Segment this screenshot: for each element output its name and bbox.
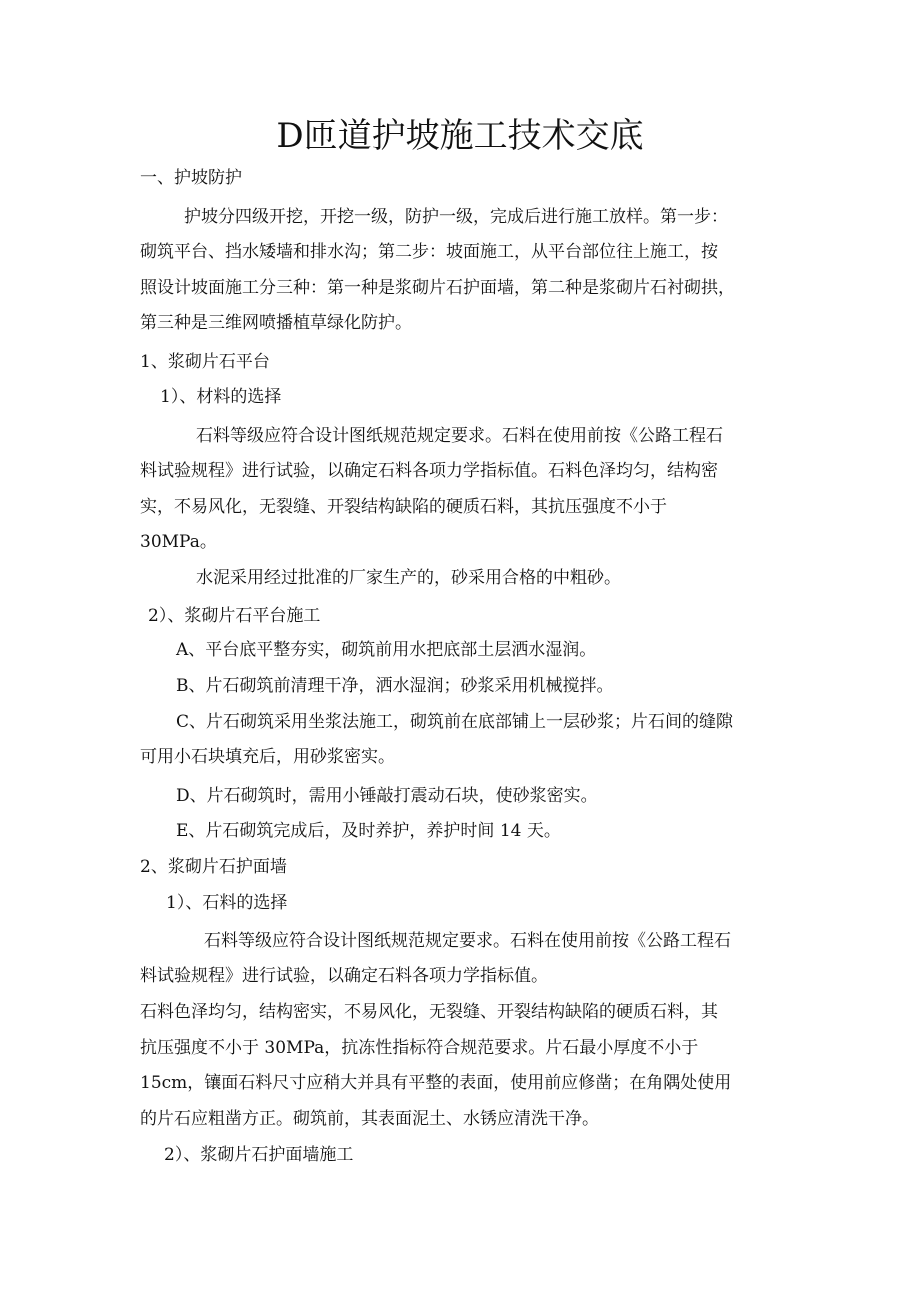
paragraph-line: 料试验规程》进行试验，以确定石料各项力学指标值。石料色泽均匀，结构密 (140, 461, 718, 481)
paragraph-line: 第三种是三维网喷播植草绿化防护。 (140, 313, 412, 333)
paragraph-line: 料试验规程》进行试验，以确定石料各项力学指标值。 (140, 966, 548, 986)
subsection-heading: 1）、石料的选择 (166, 893, 288, 913)
paragraph-line: 15cm，镶面石料尺寸应稍大并具有平整的表面，使用前应修凿；在角隅处使用 (140, 1073, 732, 1093)
paragraph-line: 照设计坡面施工分三种：第一种是浆砌片石护面墙，第二种是浆砌片石衬砌拱， (140, 278, 735, 298)
list-item: C、片石砌筑采用坐浆法施工，砌筑前在底部铺上一层砂浆；片石间的缝隙 (176, 712, 734, 732)
list-item: D、片石砌筑时，需用小锤敲打震动石块，使砂浆密实。 (176, 786, 598, 806)
subsection-heading: 2）、浆砌片石护面墙施工 (164, 1145, 354, 1165)
paragraph-line: 砌筑平台、挡水矮墙和排水沟；第二步：坡面施工，从平台部位往上施工，按 (140, 242, 718, 262)
section-heading-platform: 1、浆砌片石平台 (140, 352, 270, 372)
paragraph-line: 护坡分四级开挖，开挖一级，防护一级，完成后进行施工放样。第一步： (184, 207, 728, 227)
document-title: D匝道护坡施工技术交底 (276, 116, 644, 156)
paragraph-line: 石料等级应符合设计图纸规范规定要求。石料在使用前按《公路工程石 (204, 931, 731, 951)
paragraph-line: 石料等级应符合设计图纸规范规定要求。石料在使用前按《公路工程石 (196, 426, 723, 446)
paragraph-line: 实，不易风化，无裂缝、开裂结构缺陷的硬质石料，其抗压强度不小于 (140, 497, 667, 517)
list-item: B、片石砌筑前清理干净，洒水湿润；砂浆采用机械搅拌。 (176, 676, 614, 696)
subsection-heading: 1）、材料的选择 (160, 387, 282, 407)
subsection-heading: 2）、浆砌片石平台施工 (148, 606, 321, 626)
paragraph-line: 的片石应粗凿方正。砌筑前，其表面泥土、水锈应清洗干净。 (140, 1109, 599, 1129)
paragraph-line: 水泥采用经过批准的厂家生产的，砂采用合格的中粗砂。 (196, 568, 621, 588)
paragraph-line: 石料色泽均匀，结构密实，不易风化，无裂缝、开裂结构缺陷的硬质石料，其 (140, 1002, 718, 1022)
section-heading-facing-wall: 2、浆砌片石护面墙 (140, 857, 287, 877)
list-item: A、平台底平整夯实，砌筑前用水把底部土层洒水湿润。 (176, 640, 597, 660)
list-item: E、片石砌筑完成后，及时养护，养护时间 14 天。 (176, 821, 561, 841)
section-heading-slope-protection: 一、护坡防护 (140, 168, 242, 188)
paragraph-line: 30MPa。 (140, 532, 217, 552)
paragraph-line: 可用小石块填充后，用砂浆密实。 (140, 747, 395, 767)
paragraph-line: 抗压强度不小于 30MPa，抗冻性指标符合规范要求。片石最小厚度不小于 (140, 1038, 699, 1058)
